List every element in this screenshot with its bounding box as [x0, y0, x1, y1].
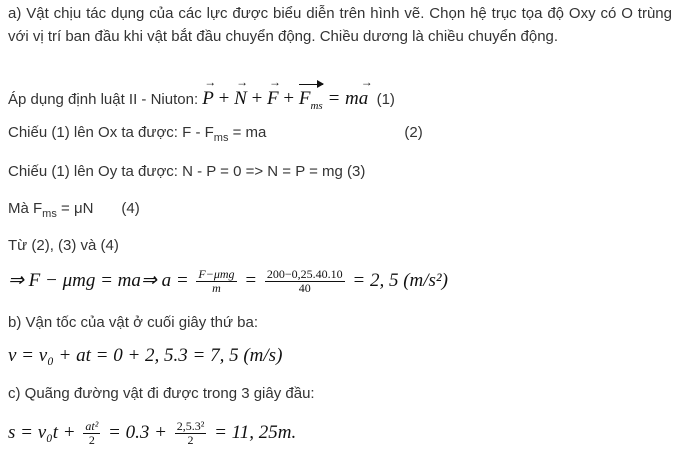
fms-f: F [298, 88, 311, 109]
fraction-2 [175, 420, 207, 447]
fraction-1 [83, 420, 100, 447]
denominator: m [212, 281, 221, 295]
fraction-2 [265, 268, 345, 295]
velocity-equation: v = v₀ + at = 0 + 2, 5.3 = 7, 5 (m/s) [8, 345, 283, 366]
numerator: 2,5.3² [176, 419, 205, 433]
distance-equation [8, 420, 296, 447]
part-a-intro: a) Vật chịu tác dụng của các lực được biểu diễn trên hình vẽ. Chọn hệ trục tọa độ Oxy có O trùng với vị trí ban đầu khi vật bắt đầu chuyển động. Chiều dương là chiều chuyển động. [8, 5, 672, 45]
ma-rest: = μN [56, 200, 94, 217]
vector-a: → a [359, 88, 369, 110]
ox-text: Chiếu (1) lên Ox ta được: F - F [8, 124, 214, 141]
eq-number-2: (2) [404, 124, 423, 141]
ma-sub: ms [42, 208, 57, 220]
vector-n: → N [234, 88, 247, 110]
fms-sub: ms [310, 99, 323, 112]
friction-formula [8, 200, 140, 220]
vector-f: → F [267, 88, 279, 110]
numerator: F−μmg [198, 267, 235, 281]
denominator: 2 [187, 433, 194, 447]
plus: + [246, 88, 268, 109]
eq-number-4: (4) [121, 200, 140, 217]
newton-law-line [8, 88, 395, 112]
eq-mid: = 0.3 + [103, 421, 172, 443]
vector-fms [299, 88, 323, 112]
plus: + [213, 88, 235, 109]
ox-rest: = ma [228, 124, 267, 141]
ox-sub: ms [213, 132, 229, 144]
eq-number-1: (1) [376, 91, 395, 108]
fraction-1 [196, 268, 236, 295]
eq-mid: = [239, 269, 262, 291]
ox-projection [8, 124, 423, 144]
numerator: 200−0,25.40.10 [266, 267, 343, 281]
equals-m: = m [322, 88, 359, 109]
eq-right: = 2, 5 (m/s²) [347, 269, 448, 291]
eq-left: ⇒ F − μmg = ma⇒ a = [8, 269, 194, 291]
part-c-title: c) Quãng đường vật đi được trong 3 giây đầu: [8, 385, 315, 402]
denominator: 2 [88, 433, 95, 447]
from-text: Từ (2), (3) và (4) [8, 237, 119, 254]
numerator: at² [85, 419, 99, 433]
vector-p: → P [202, 88, 214, 110]
law-equation [202, 88, 369, 112]
eq-left: s = v₀t + [8, 421, 81, 443]
denominator: 40 [298, 281, 311, 295]
law-label: Áp dụng định luật II - Niuton: [8, 91, 203, 108]
eq-right: = 11, 25m. [209, 421, 297, 443]
oy-projection: Chiếu (1) lên Oy ta được: N - P = 0 => N = P = mg (3) [8, 163, 366, 180]
plus: + [278, 88, 299, 109]
ma-text: Mà F [8, 200, 43, 217]
part-b-title: b) Vận tốc của vật ở cuối giây thứ ba: [8, 314, 259, 331]
acceleration-equation [8, 268, 448, 295]
